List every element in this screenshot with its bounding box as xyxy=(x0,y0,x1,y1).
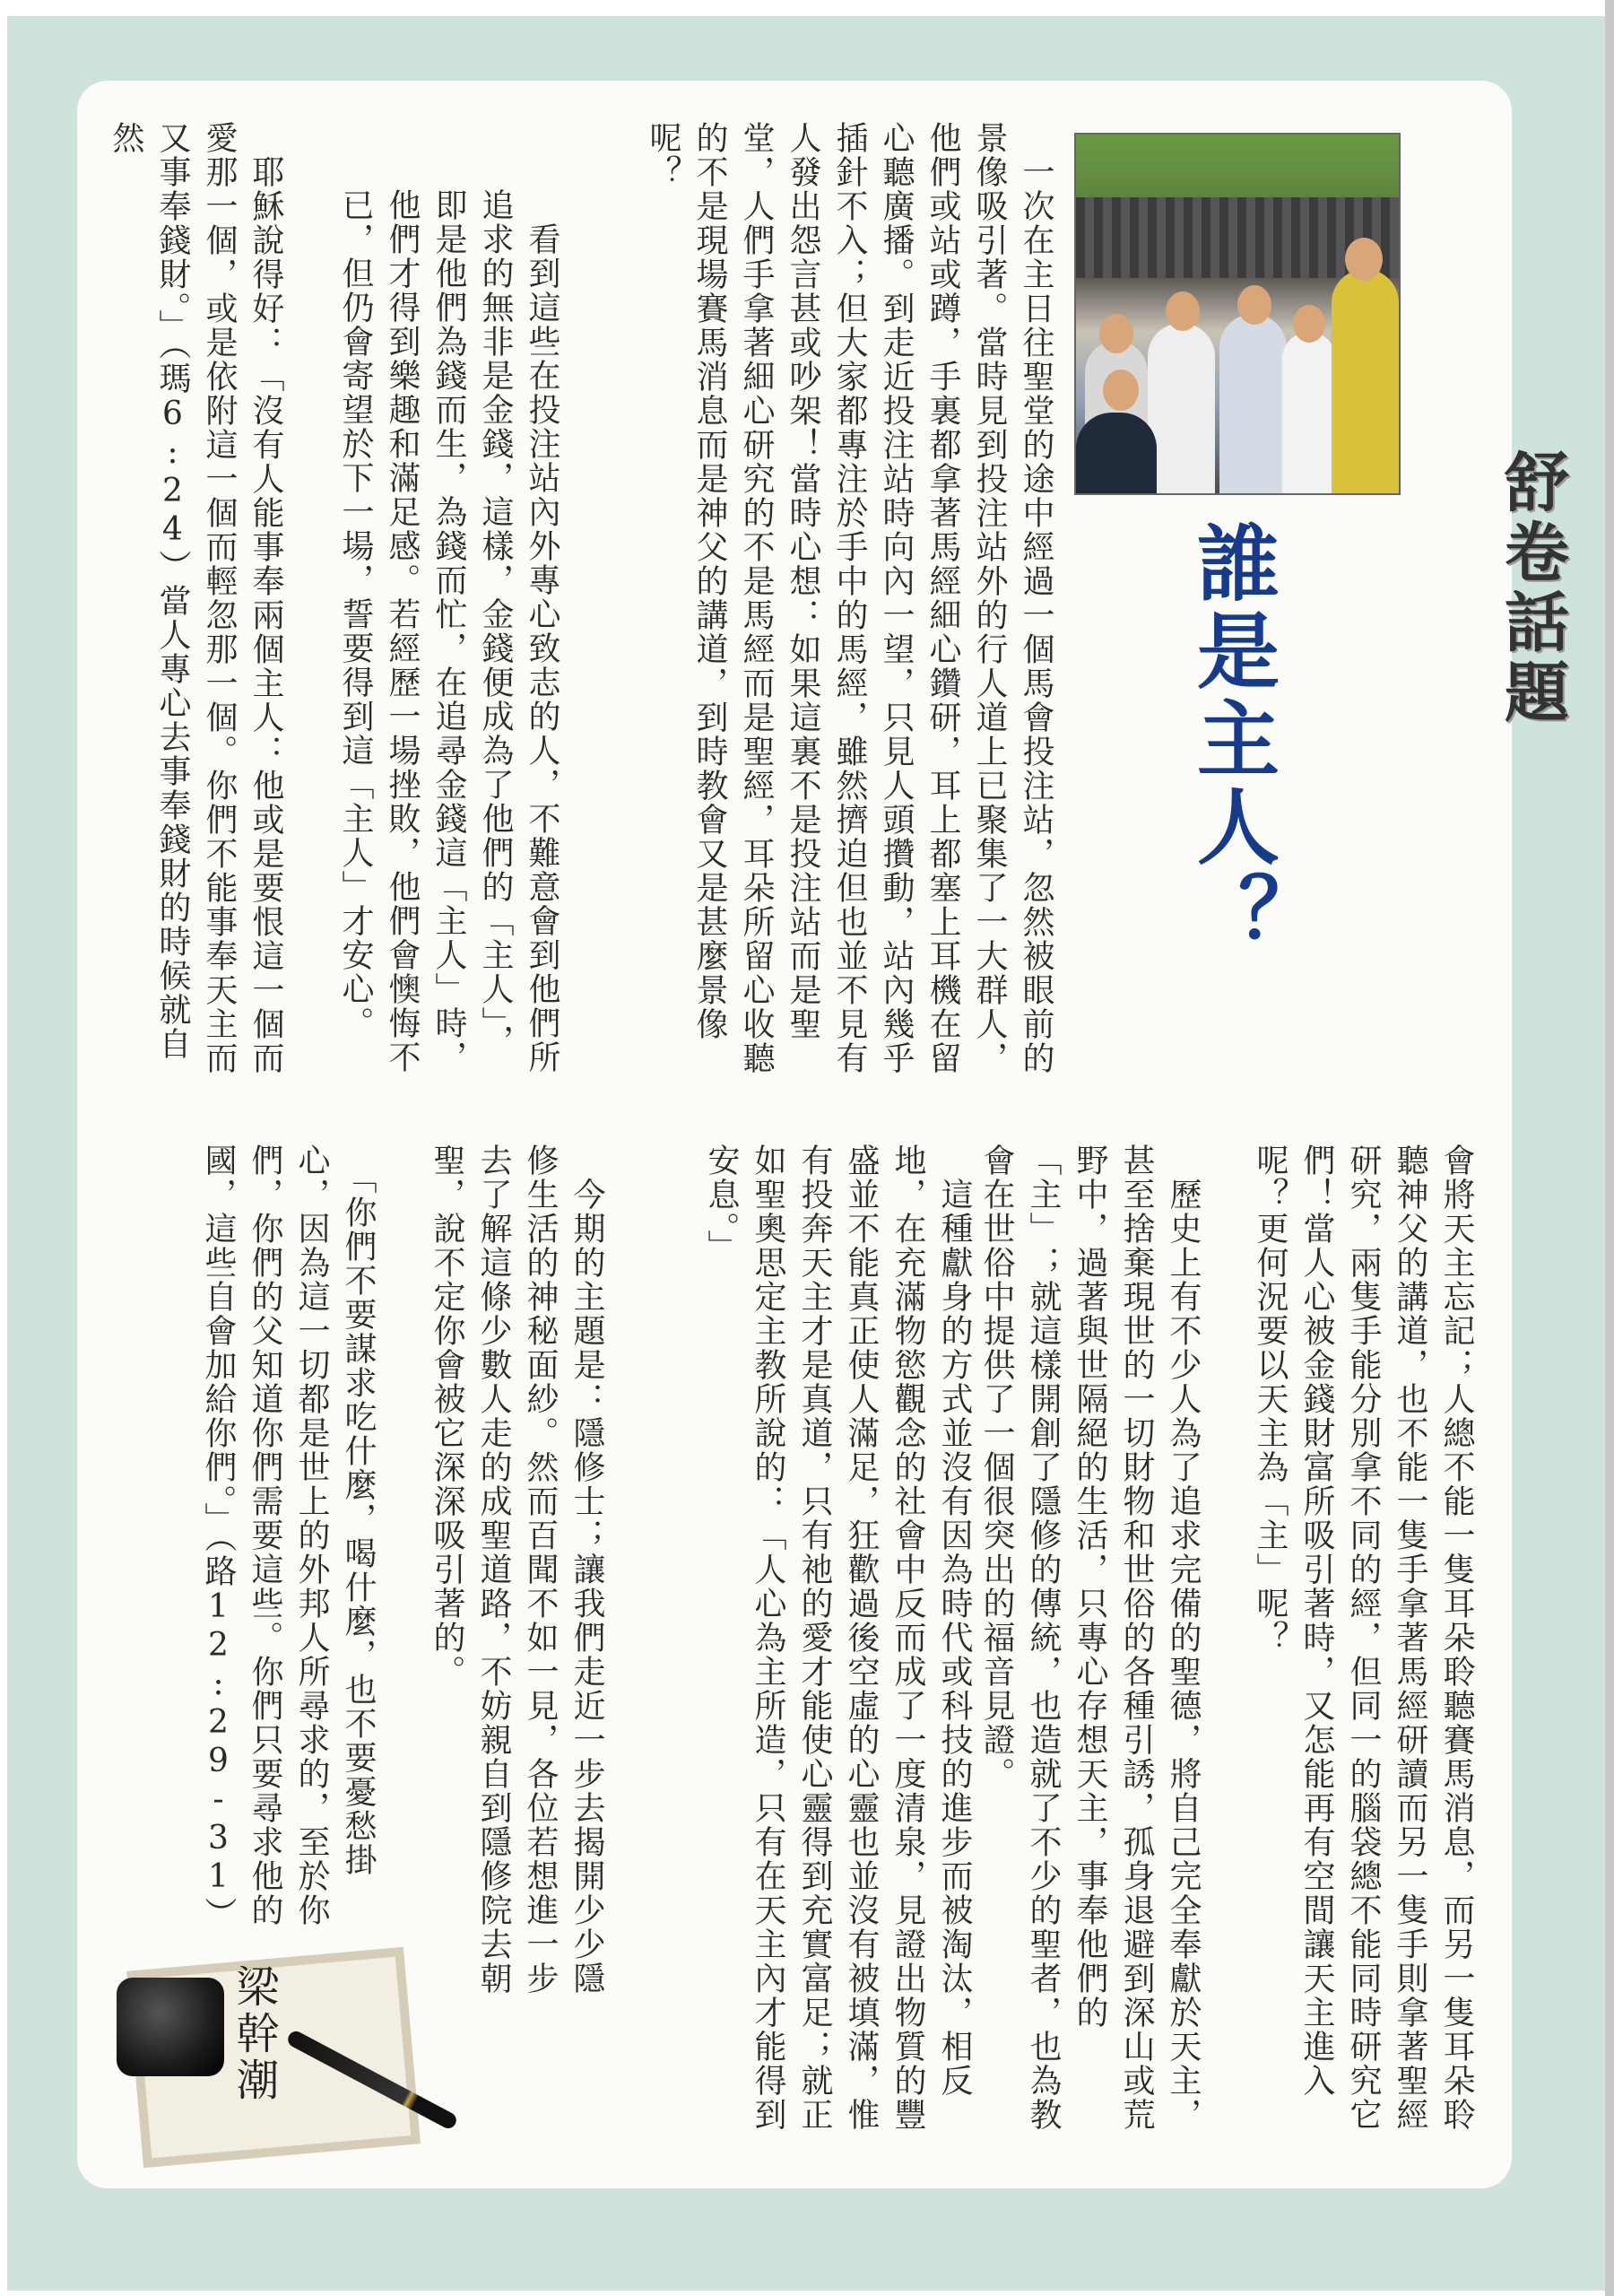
photo-person xyxy=(1332,269,1399,493)
article-paragraph-2: 看到這些在投注站內外專心致志的人，不難意會到他們所追求的無非是金錢，這樣，金錢便成為了他們的「主人」，即是他們為錢而生，為錢而忙，在追尋金錢這「主人」時，他們才得到樂趣和滿足感。若經歷一場挫敗，他們會懊悔不已，但仍會寄望於下一場，誓要得到這「主人」才安心。 xyxy=(337,188,560,1074)
article-title: 誰是主人？ xyxy=(1184,520,1280,960)
photo-person xyxy=(1148,323,1215,493)
photo-head xyxy=(1237,285,1271,325)
article-paragraph-6: 這種獻身的方式並沒有因為時代或科技的進步而被淘汰，相反地，在充滿物慾觀念的社會中反而成了一度清泉，見證出物質的豐盛並不能真正使人滿足，狂歡過後空虛的心靈也並沒有被填滿，惟有投奔天主才是真道，只有祂的愛才能使心靈得到充實富足；就正如聖奧思定主教所說的：「人心為主所造，只有在天主內才能得到安息。」 xyxy=(703,1144,973,2132)
photo-head xyxy=(1103,370,1139,411)
group-photo xyxy=(1074,133,1401,495)
page-gutter xyxy=(1605,0,1614,2296)
photo-person xyxy=(1076,413,1157,493)
section-title: 舒卷話題 xyxy=(1494,448,1569,728)
photo-head xyxy=(1166,291,1200,331)
ink-bottle-icon xyxy=(117,1978,224,2076)
photo-head xyxy=(1293,305,1325,343)
photo-person xyxy=(1282,332,1336,493)
photo-head xyxy=(1345,238,1383,281)
article-paragraph-4: 會將天主忘記；人總不能一隻耳朵聆聽賽馬消息，而另一隻耳朵聆聽神父的講道，也不能一隻手拿著馬經研讀而另一隻手則拿著聖經研究，兩隻手能分別拿不同的經，但同一的腦袋總不能同時研究它們！當人心被金錢財富所吸引著時，又怎能再有空間讓天主進入呢？更何況要以天主為「主」呢？ xyxy=(1252,1144,1475,2132)
article-paragraph-3: 耶穌說得好：「沒有人能事奉兩個主人：他或是要恨這一個而愛那一個，或是依附這一個而輕忽那一個。你們不能事奉天主而又事奉錢財。」（瑪6:24）當人專心去事奉錢財的時候就自然 xyxy=(108,121,284,1075)
author-name: 梁幹潮 xyxy=(229,1964,279,2104)
article-paragraph-8: 「你們不要謀求吃什麼，喝什麼，也不要憂愁掛心，因為這一切都是世上的外邦人所尋求的，至於你們，你們的父知道你們需要這些。你們只要尋求他的國，這些自會加給你們。」（路12:29-31） xyxy=(200,1144,377,1931)
article-paragraph-5: 歷史上有不少人為了追求完備的聖德，將自己完全奉獻於天主，甚至捨棄現世的一切財物和世俗的各種引誘，孤身退避到深山或荒野中，過著與世隔絕的生活，只專心存想天主，事奉他們的「主」；就這樣開創了隱修的傳統，也造就了不少的聖者，也為教會在世俗中提供了一個很突出的福音見證。 xyxy=(978,1144,1202,2132)
photo-person xyxy=(1219,314,1287,493)
article-paragraph-7: 今期的主題是：隱修士；讓我們走近一步去揭開少少隱修生活的神秘面紗。然而百聞不如一見，各位若想進一步去了解這條少數人走的成聖道路，不妨親自到隱修院去朝聖，說不定你會被它深深吸引著的。 xyxy=(429,1144,605,1996)
article-paragraph-1: 一次在主日往聖堂的途中經過一個馬會投注站，忽然被眼前的景像吸引著。當時見到投注站外的行人道上已聚集了一大群人，他們或站或蹲，手裏都拿著馬經細心鑽研，耳上都塞上耳機在留心聽廣播。到走近投注站時向內一望，只見人頭攢動，站內幾乎插針不入；但大家都專注於手中的馬經，雖然擠迫但也並不見有人發出怨言甚或吵架！當時心想：如果這裏不是投注站而是聖堂，人們手拿著細心研究的不是馬經而是聖經，耳朵所留心收聽的不是現場賽馬消息而是神父的講道，到時教會又是甚麼景像呢？ xyxy=(645,121,1054,1075)
photo-head xyxy=(1099,314,1133,353)
